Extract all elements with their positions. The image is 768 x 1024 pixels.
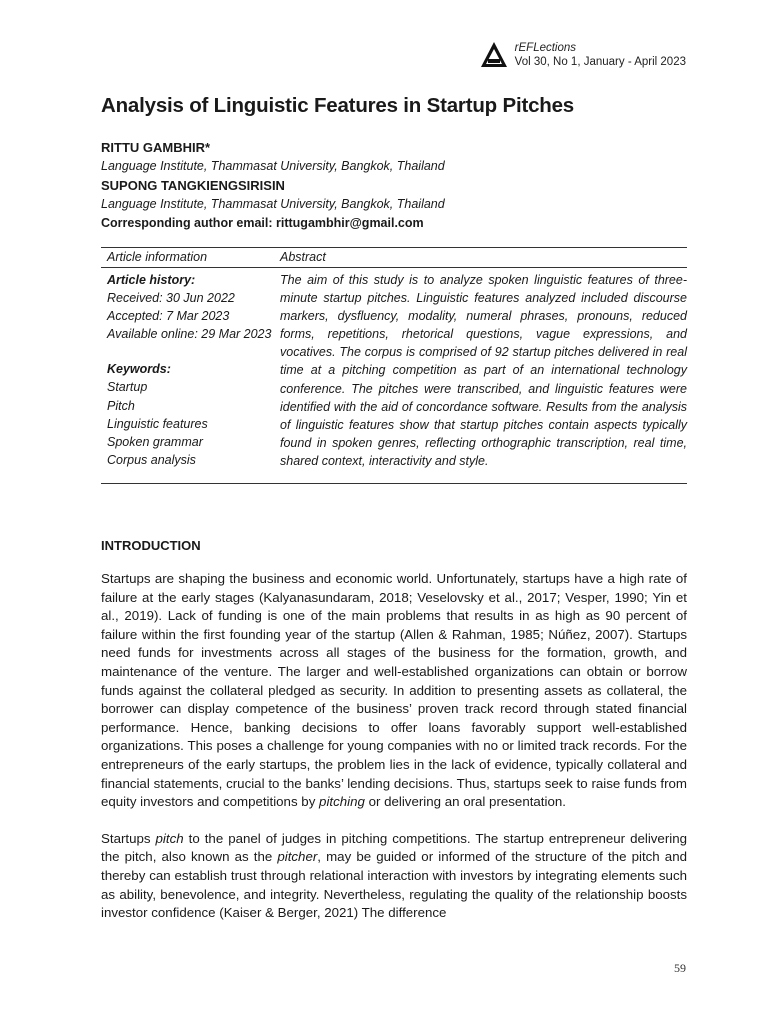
emphasis-text: pitch	[155, 830, 184, 846]
emphasis-text: pitcher	[277, 849, 318, 865]
body-paragraph	[101, 570, 687, 812]
received-date: Received: 30 Jun 2022	[107, 291, 235, 306]
abstract-heading: Abstract	[280, 250, 326, 264]
accepted-date: Accepted: 7 Mar 2023	[107, 309, 230, 324]
text-run: or delivering an oral presentation.	[364, 794, 566, 810]
text-run: Startups	[101, 830, 156, 846]
corresponding-email: Corresponding author email: rittugambhir@gmail.com	[101, 216, 424, 230]
history-label: Article history:	[107, 273, 196, 287]
journal-issue: Vol 30, No 1, January - April 2023	[514, 56, 686, 68]
text-run: , may be guided or informed of the structure of the pitch and thereby can establish trust through relational interaction with investors by integrating elements such as ability, benevolence, and integrity. Nevertheless, regulating the quality of the relationship boosts investor confidence (Kaiser & Berger, 2021) The difference	[101, 849, 687, 921]
keyword: Linguistic features	[107, 416, 208, 431]
journal-logo-icon	[479, 40, 509, 70]
info-table-header	[101, 248, 687, 268]
keywords-label: Keywords:	[107, 362, 171, 377]
author-name: RITTU GAMBHIR*	[101, 140, 211, 155]
keyword: Pitch	[107, 398, 135, 413]
available-date: Available online: 29 Mar 2023	[107, 327, 272, 342]
keyword: Startup	[107, 380, 148, 395]
abstract-text: The aim of this study is to analyze spoken linguistic features of three-minute startup pitches. Linguistic features analyzed included discourse markers, dysfluency, modality, numeral phrases, pronouns, reduced forms, repetitions, rhetorical questions, vague expressions, and vocatives. The corpus is comprised of 92 startup pitches delivered in real time at a pitching competition as part of an international technology conference. The pitches were transcribed, and linguistic features were identified with the aid of concordance software. Results from the analysis of linguistic features show that startup pitches contain aspects typically found in spoken genres, reflecting orthographic transcription, real time, shared context, interactivity and style.	[280, 273, 687, 468]
author-affiliation: Language Institute, Thammasat University, Bangkok, Thailand	[101, 197, 445, 211]
article-info-table	[101, 247, 687, 484]
page-number: 59	[674, 961, 686, 975]
author-affiliation: Language Institute, Thammasat University, Bangkok, Thailand	[101, 159, 445, 173]
article-information-heading: Article information	[107, 250, 208, 264]
body-paragraph	[101, 830, 687, 923]
section-heading: INTRODUCTION	[101, 538, 201, 554]
keyword: Spoken grammar	[107, 434, 203, 449]
keyword: Corpus analysis	[107, 452, 196, 467]
emphasis-text: pitching	[319, 794, 365, 810]
author-name: SUPONG TANGKIENGSIRISIN	[101, 178, 285, 193]
article-title: Analysis of Linguistic Features in Startup Pitches	[101, 94, 574, 117]
journal-name: rEFLections	[514, 42, 577, 54]
article-history	[101, 271, 280, 470]
info-table-body	[101, 268, 687, 483]
text-run: to the panel of judges in pitching competitions. The startup entrepreneur delivering the pitch, also known as the	[101, 830, 687, 865]
text-run: Startups are shaping the business and economic world. Unfortunately, startups have a high rate of failure at the early stages (Kalyanasundaram, 2018; Veselovsky et al., 2017; Vesper, 1990; Yin et al., 2019). Lack of funding is one of the main problems that results in as high as 90 percent of failure within the first founding year of the startup (Allen & Rahman, 1985; Núñez, 2007). Startups need funds for investments across all stages of the business for the formation, growth, and maintenance of the venture. The larger and well-established organizations can obtain or borrow funds against the collateral pledged as security. In addition to presenting assets as collateral, the borrower can display competence of the business’ proven track record through stated financial performance. Hence, banking decisions to offer loans favorably support well-established organizations. This poses a challenge for young companies with no or limited track records. For the entrepreneurs of the early startups, the problem lies in the lack of evidence, typically collateral and financial statements, crucial to the banks’ lending decisions. Thus, startups seek to raise funds from equity investors and competitions by	[101, 571, 687, 810]
article	[101, 94, 687, 941]
journal-header	[479, 40, 686, 70]
journal-info	[515, 41, 686, 69]
